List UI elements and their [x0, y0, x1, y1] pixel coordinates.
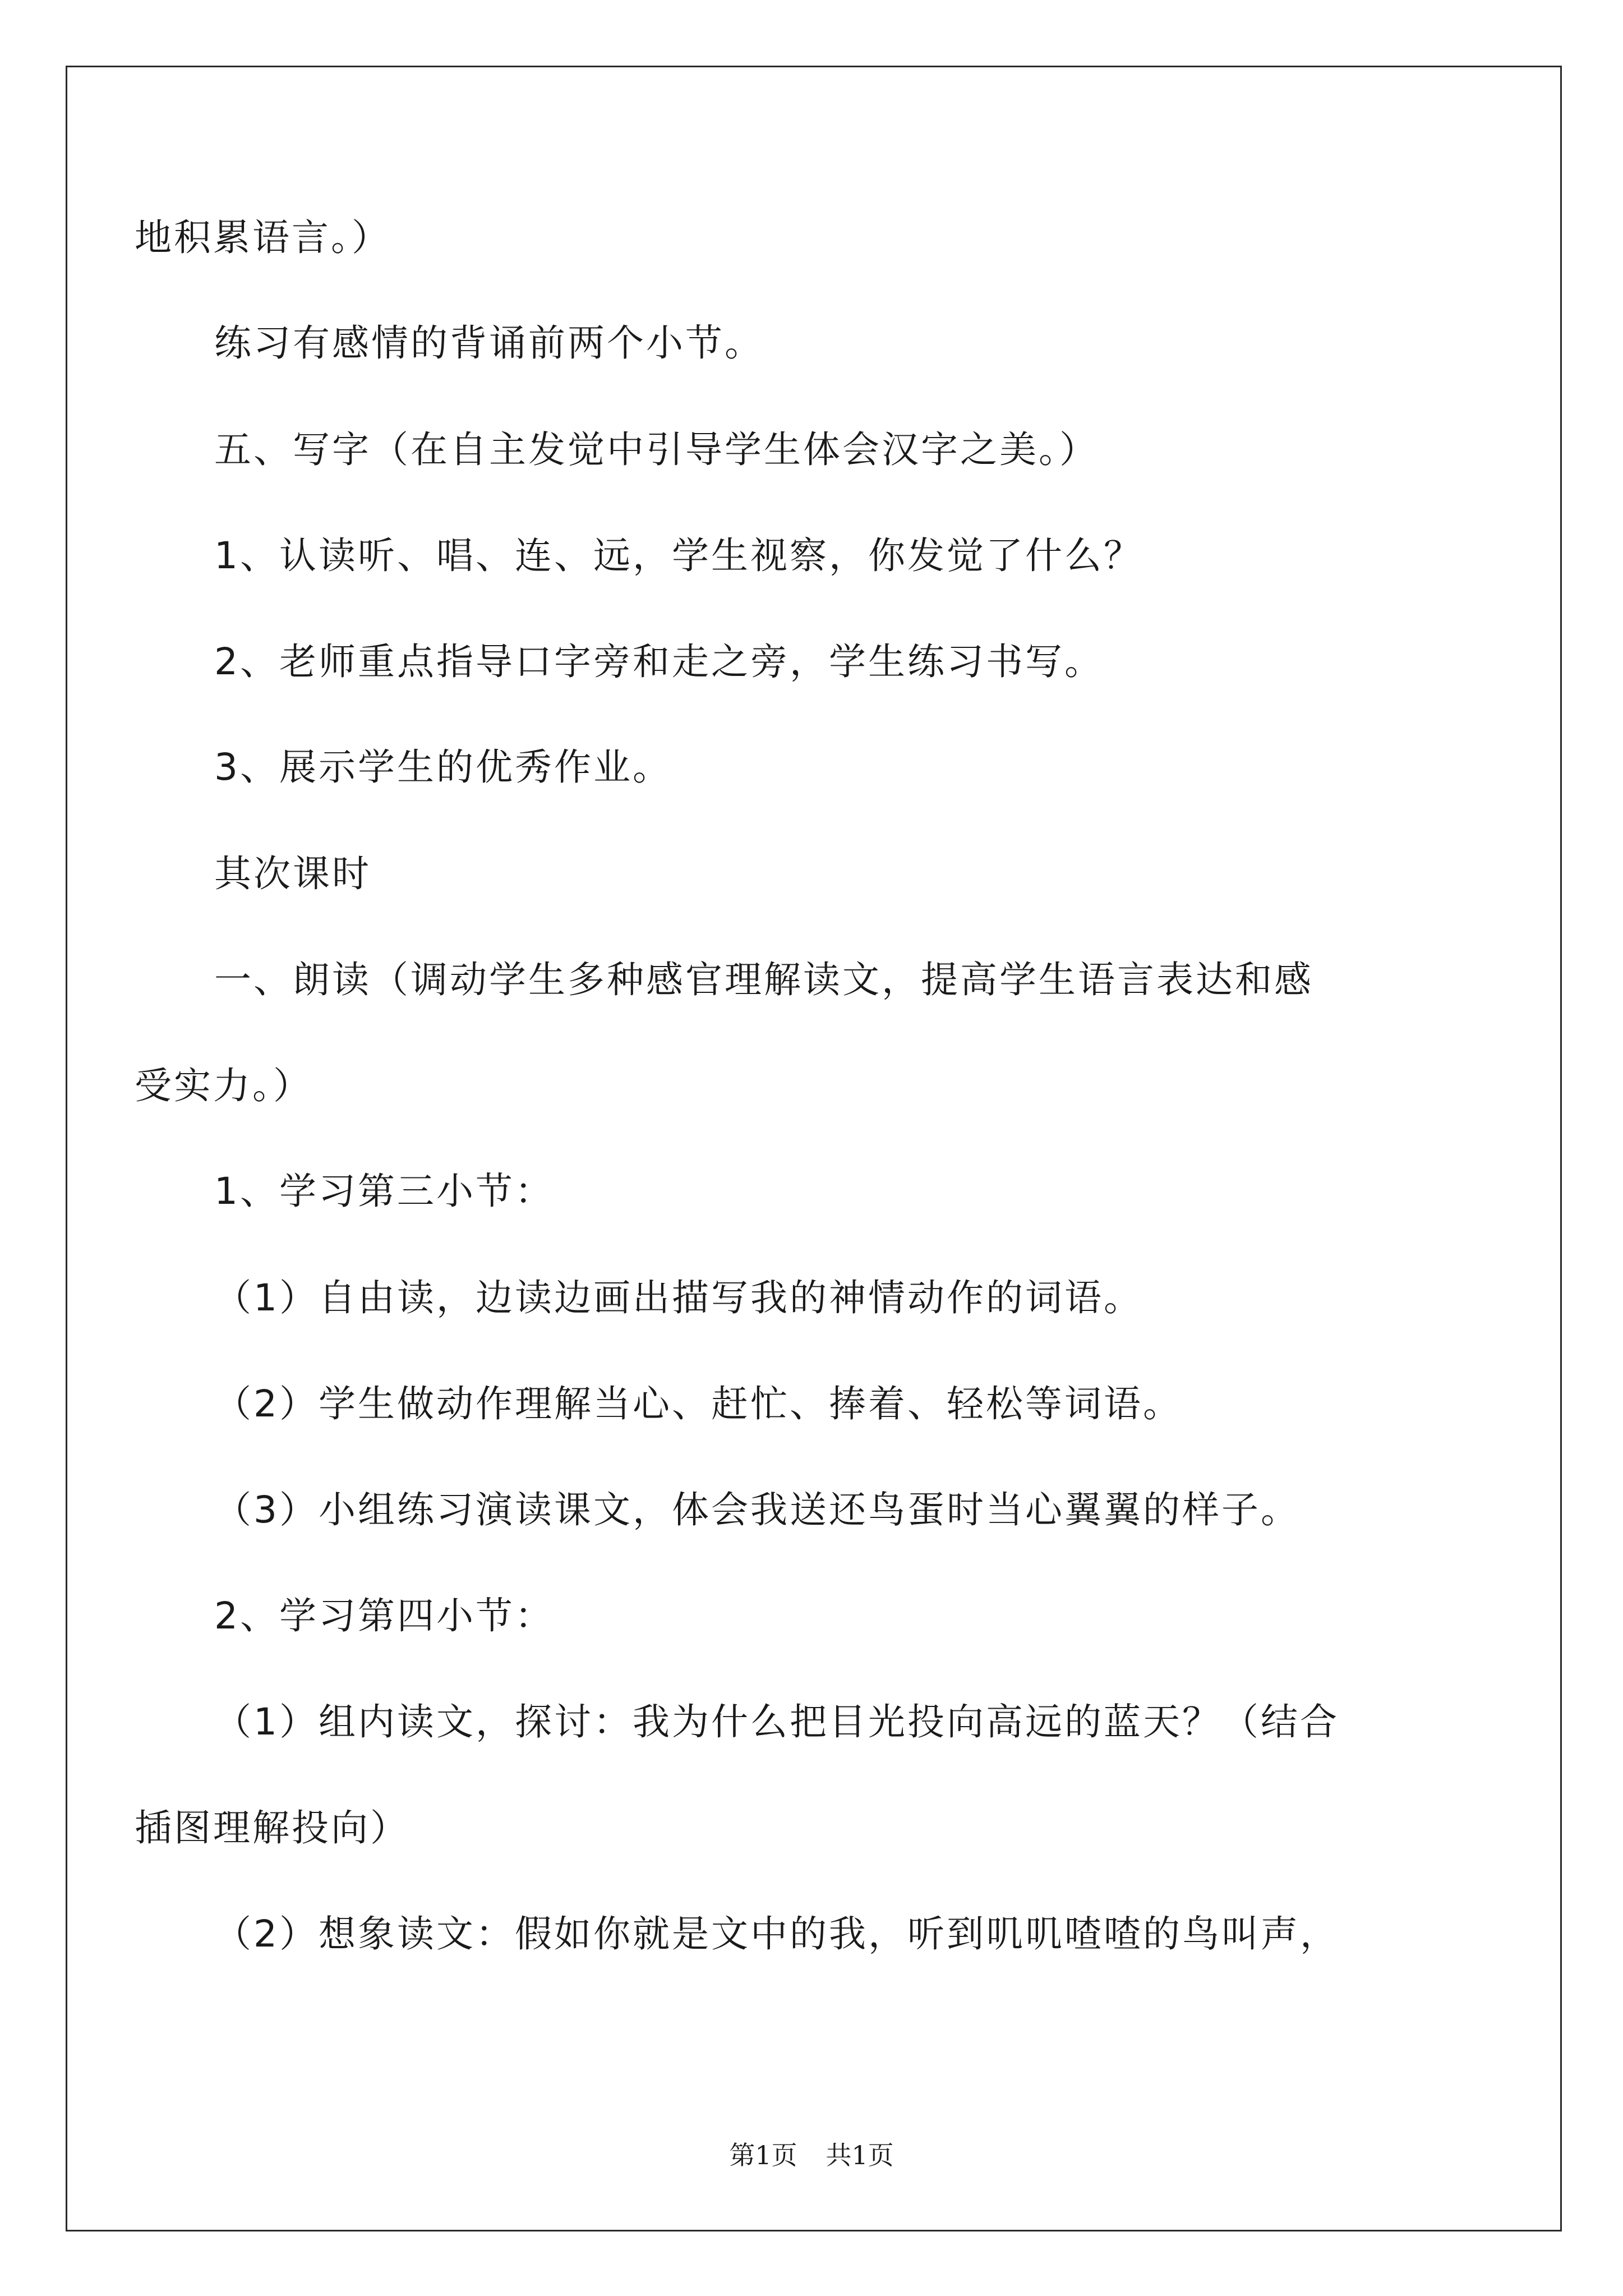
text-line: 3、展示学生的优秀作业。: [214, 746, 672, 789]
page-number: 第1页: [729, 2140, 797, 2170]
text-line: （3）小组练习演读课文，体会我送还鸟蛋时当心翼翼的样子。: [214, 1488, 1300, 1531]
page-border: [66, 66, 1562, 2231]
text-line: （1）组内读文，探讨：我为什么把目光投向高远的蓝天？（结合: [214, 1700, 1339, 1743]
page-footer: [0, 2138, 1623, 2172]
page-total: 共1页: [826, 2140, 894, 2170]
text-line: 受实力。）: [135, 1064, 312, 1107]
text-line: 五、写字（在自主发觉中引导学生体会汉字之美。）: [214, 428, 1099, 471]
text-line: 一、朗读（调动学生多种感官理解读文，提高学生语言表达和感: [214, 958, 1313, 1001]
text-line: （1）自由读，边读边画出描写我的神情动作的词语。: [214, 1276, 1143, 1319]
text-line: 1、认读听、唱、连、远，学生视察，你发觉了什么？: [214, 534, 1143, 577]
text-line: （2）学生做动作理解当心、赶忙、捧着、轻松等词语。: [214, 1382, 1182, 1425]
section-heading: 其次课时: [214, 852, 371, 895]
text-line: 1、学习第三小节：: [214, 1170, 554, 1213]
text-line: （2）想象读文：假如你就是文中的我，听到叽叽喳喳的鸟叫声，: [214, 1912, 1339, 1955]
text-line: 练习有感情的背诵前两个小节。: [214, 321, 764, 365]
text-line: 2、学习第四小节：: [214, 1594, 554, 1637]
text-line: 插图理解投向）: [135, 1806, 409, 1849]
text-line: 地积累语言。）: [135, 216, 391, 259]
text-line: 2、老师重点指导口字旁和走之旁，学生练习书写。: [214, 640, 1104, 683]
